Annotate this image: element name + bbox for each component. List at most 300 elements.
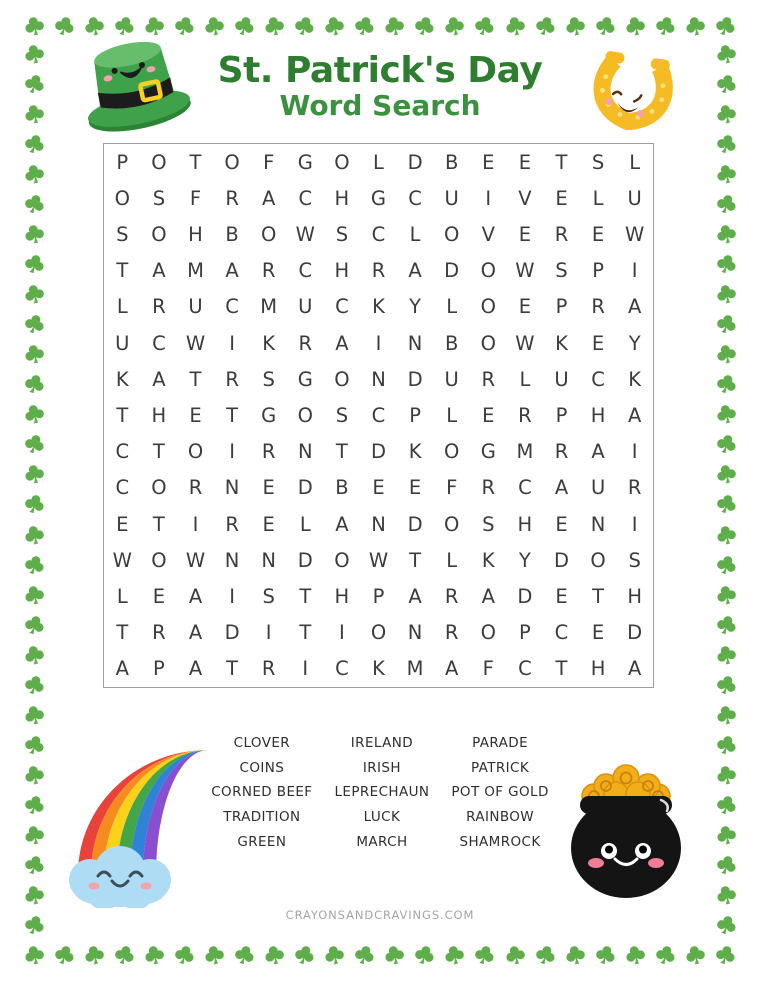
grid-cell: C	[152, 331, 166, 355]
shamrock-icon	[682, 13, 707, 38]
grid-cell: E	[555, 186, 568, 210]
shamrock-icon	[21, 222, 46, 247]
grid-cell: G	[480, 440, 496, 464]
grid-cell: T	[152, 440, 165, 464]
shamrock-icon	[562, 942, 587, 967]
grid-cell: S	[335, 222, 349, 246]
shamrock-icon	[21, 252, 47, 278]
grid-cell: A	[152, 259, 166, 283]
word-list-column	[203, 731, 320, 855]
grid-cell: B	[444, 150, 459, 174]
shamrock-icon	[22, 942, 47, 967]
word-search-grid	[103, 143, 654, 688]
shamrock-icon	[21, 132, 47, 158]
shamrock-icon	[262, 13, 287, 38]
shamrock-icon	[713, 222, 738, 247]
grid-cell: R	[481, 476, 496, 500]
grid-cell: B	[225, 222, 239, 246]
shamrock-icon	[713, 312, 739, 338]
grid-cell: W	[515, 259, 535, 283]
footer-site-credit: CRAYONSANDCRAVINGS.COM	[285, 908, 475, 922]
grid-cell: E	[482, 403, 495, 427]
grid-cell: A	[628, 657, 642, 681]
shamrock-icon	[713, 462, 738, 487]
grid-cell: L	[409, 222, 421, 246]
grid-cell: A	[152, 367, 166, 391]
border-left	[21, 44, 47, 936]
shamrock-icon	[21, 852, 47, 878]
grid-cell: R	[554, 440, 569, 464]
shamrock-icon	[202, 942, 227, 967]
grid-cell: E	[408, 476, 422, 500]
grid-cell: I	[485, 186, 492, 210]
grid-cell: I	[631, 259, 638, 283]
grid-cell: I	[229, 440, 235, 464]
grid-cell: N	[297, 440, 313, 464]
shamrock-icon	[472, 13, 498, 39]
horseshoe-icon	[580, 50, 684, 142]
grid-cell: L	[592, 186, 604, 210]
grid-cell: R	[188, 476, 203, 500]
grid-cell: D	[297, 476, 313, 500]
grid-cell: N	[407, 331, 423, 355]
grid-cell: K	[555, 331, 568, 355]
grid-cell: I	[192, 512, 199, 536]
grid-cell: A	[445, 657, 459, 681]
word-list-item: LUCK	[363, 809, 401, 826]
shamrock-icon	[713, 552, 739, 578]
grid-cell: D	[444, 259, 460, 283]
grid-cell: O	[480, 621, 496, 645]
shamrock-icon	[21, 402, 46, 427]
grid-cell: N	[407, 621, 423, 645]
grid-cell: T	[116, 259, 129, 283]
grid-cell: A	[481, 584, 495, 608]
shamrock-icon	[352, 13, 378, 39]
grid-cell: E	[189, 403, 202, 427]
grid-cell: Y	[518, 548, 531, 572]
grid-cell: L	[519, 367, 531, 391]
grid-cell: O	[480, 331, 496, 355]
grid-cell: U	[627, 186, 642, 210]
grid-cell: G	[297, 367, 313, 391]
grid-cell: T	[555, 150, 568, 174]
grid-cell: D	[627, 621, 643, 645]
grid-cell: C	[518, 657, 532, 681]
grid-cell: O	[261, 222, 277, 246]
grid-cell: T	[335, 440, 348, 464]
shamrock-icon	[713, 72, 739, 98]
grid-cell: S	[591, 150, 605, 174]
grid-cell: G	[297, 150, 313, 174]
grid-cell: C	[115, 476, 130, 500]
grid-cell: H	[151, 403, 167, 427]
grid-cell: R	[152, 621, 166, 645]
grid-cell: C	[115, 440, 130, 464]
grid-cell: R	[444, 584, 459, 608]
word-list-column	[326, 731, 437, 855]
shamrock-icon	[112, 942, 138, 968]
shamrock-icon	[82, 942, 107, 967]
shamrock-icon	[112, 13, 138, 39]
grid-cell: H	[590, 403, 606, 427]
shamrock-icon	[713, 282, 738, 307]
shamrock-icon	[352, 942, 378, 968]
shamrock-icon	[232, 942, 258, 968]
word-list-item: GREEN	[237, 833, 287, 850]
shamrock-icon	[412, 942, 438, 968]
grid-cell: M	[406, 657, 424, 681]
shamrock-icon	[472, 942, 498, 968]
shamrock-icon	[21, 282, 46, 307]
shamrock-icon	[172, 942, 198, 968]
word-list-item: CLOVER	[233, 735, 291, 751]
grid-cell: T	[299, 621, 312, 645]
shamrock-icon	[232, 13, 258, 39]
grid-cell: R	[481, 367, 496, 391]
grid-cell: T	[189, 367, 202, 391]
grid-cell: O	[114, 186, 130, 210]
grid-cell: R	[591, 295, 605, 319]
grid-cell: S	[116, 222, 129, 246]
word-list-item: LEPRECHAUN	[334, 784, 430, 801]
grid-cell: P	[372, 584, 385, 608]
grid-cell: E	[152, 584, 166, 608]
shamrock-icon	[21, 642, 46, 667]
grid-cell: K	[372, 295, 385, 319]
shamrock-icon	[21, 372, 47, 398]
grid-cell: W	[112, 548, 132, 572]
shamrock-icon	[292, 942, 318, 968]
pot-of-gold-icon	[560, 748, 692, 900]
shamrock-icon	[262, 942, 287, 967]
grid-cell: S	[628, 548, 641, 572]
grid-cell: R	[444, 621, 459, 645]
grid-cell: A	[628, 295, 642, 319]
grid-cell: P	[409, 403, 421, 427]
grid-cell: I	[631, 512, 638, 536]
shamrock-icon	[172, 13, 198, 39]
grid-cell: D	[407, 512, 423, 536]
shamrock-icon	[202, 13, 227, 38]
grid-cell: T	[189, 150, 202, 174]
grid-cell: M	[187, 259, 204, 283]
grid-cell: N	[371, 512, 386, 536]
shamrock-icon	[322, 942, 347, 967]
grid-cell: M	[260, 295, 278, 319]
shamrock-icon	[713, 492, 739, 518]
grid-cell: H	[517, 512, 533, 536]
grid-cell: R	[261, 440, 276, 464]
grid-cell: U	[554, 367, 569, 391]
shamrock-icon	[21, 432, 47, 458]
shamrock-icon	[713, 612, 739, 638]
grid-cell: O	[444, 222, 460, 246]
grid-cell: B	[444, 331, 459, 355]
grid-cell: O	[151, 548, 167, 572]
grid-cell: A	[591, 440, 605, 464]
grid-cell: W	[625, 222, 645, 246]
shamrock-icon	[21, 342, 46, 367]
shamrock-icon	[21, 42, 46, 67]
grid-cell: D	[407, 150, 423, 174]
grid-cell: O	[334, 548, 350, 572]
grid-cell: W	[185, 331, 206, 355]
grid-cell: T	[592, 584, 605, 608]
shamrock-icon	[21, 102, 46, 127]
grid-cell: O	[224, 150, 240, 174]
grid-cell: C	[554, 621, 569, 645]
grid-cell: H	[334, 259, 350, 283]
grid-cell: R	[518, 403, 532, 427]
grid-cell: E	[555, 584, 568, 608]
shamrock-icon	[21, 732, 47, 758]
grid-cell: H	[334, 186, 350, 210]
grid-cell: L	[116, 584, 128, 608]
shamrock-icon	[713, 402, 738, 427]
grid-cell: O	[444, 440, 460, 464]
grid-cell: R	[627, 476, 642, 500]
grid-cell: L	[446, 403, 458, 427]
word-list-item: CORNED BEEF	[211, 784, 313, 801]
grid-cell: K	[481, 548, 495, 572]
grid-cell: C	[371, 403, 386, 427]
shamrock-icon	[713, 672, 739, 698]
word-list-item: IRISH	[362, 759, 401, 776]
grid-cell: N	[261, 548, 276, 572]
word-list-item: PARADE	[472, 735, 529, 751]
grid-cell: P	[555, 403, 568, 427]
word-list	[203, 731, 557, 855]
grid-cell: E	[116, 512, 129, 536]
grid-cell: O	[187, 440, 204, 464]
grid-cell: D	[553, 548, 569, 572]
grid-cell: T	[299, 584, 312, 608]
grid-cell: G	[261, 403, 277, 427]
grid-cell: E	[591, 621, 605, 645]
shamrock-icon	[532, 13, 558, 39]
shamrock-icon	[713, 852, 739, 878]
grid-cell: F	[189, 186, 202, 210]
grid-cell: P	[555, 295, 568, 319]
shamrock-icon	[713, 582, 738, 607]
grid-cell: A	[115, 657, 129, 681]
grid-cell: T	[226, 403, 239, 427]
grid-cell: O	[370, 621, 387, 645]
grid-cell: L	[116, 295, 128, 319]
shamrock-icon	[713, 342, 738, 367]
grid-cell: A	[188, 584, 203, 608]
shamrock-icon	[412, 13, 438, 39]
grid-cell: H	[590, 657, 606, 681]
grid-cell: E	[518, 150, 532, 174]
shamrock-icon	[713, 132, 739, 158]
grid-cell: S	[262, 367, 275, 391]
shamrock-icon	[21, 612, 47, 638]
grid-cell: D	[370, 440, 386, 464]
grid-cell: H	[188, 222, 203, 246]
shamrock-icon	[713, 522, 738, 547]
grid-cell: I	[375, 331, 382, 355]
shamrock-icon	[21, 883, 46, 908]
grid-cell: R	[152, 295, 166, 319]
shamrock-icon	[21, 823, 46, 848]
grid-cell: C	[518, 476, 532, 500]
grid-cell: I	[229, 584, 235, 608]
grid-cell: O	[444, 512, 460, 536]
grid-cell: N	[590, 512, 606, 536]
shamrock-icon	[622, 942, 647, 967]
shamrock-icon	[21, 192, 47, 218]
shamrock-icon	[21, 582, 46, 607]
word-list-item: RAINBOW	[466, 809, 535, 826]
grid-cell: T	[116, 621, 129, 645]
grid-cell: U	[444, 186, 459, 210]
grid-cell: F	[446, 476, 458, 500]
word-list-item: COINS	[239, 759, 285, 776]
word-list-item: IRELAND	[350, 735, 414, 751]
shamrock-icon	[142, 942, 167, 967]
shamrock-icon	[21, 162, 46, 187]
grid-cell: T	[152, 512, 165, 536]
grid-cell: C	[335, 657, 349, 681]
grid-cell: I	[302, 657, 309, 681]
grid-cell: K	[115, 367, 129, 391]
shamrock-icon	[713, 432, 739, 458]
grid-cell: R	[371, 259, 386, 283]
shamrock-icon	[713, 42, 738, 67]
shamrock-icon	[382, 13, 407, 38]
grid-cell: I	[339, 621, 345, 645]
grid-cell: T	[555, 657, 568, 681]
grid-cell: W	[295, 222, 315, 246]
grid-cell: A	[554, 476, 569, 500]
grid-cell: U	[590, 476, 606, 500]
grid-cell: A	[628, 403, 642, 427]
grid-cell: H	[627, 584, 643, 608]
shamrock-icon	[713, 702, 738, 727]
grid-cell: B	[335, 476, 349, 500]
grid-cell: A	[188, 621, 203, 645]
grid-cell: O	[334, 150, 350, 174]
shamrock-icon	[21, 492, 47, 518]
grid-cell: L	[446, 295, 458, 319]
grid-cell: D	[297, 548, 313, 572]
grid-cell: A	[408, 259, 422, 283]
shamrock-icon	[142, 13, 167, 38]
shamrock-icon	[502, 942, 527, 967]
shamrock-icon	[502, 13, 527, 38]
grid-cell: S	[152, 186, 166, 210]
page-subtitle: Word Search	[279, 89, 481, 123]
shamrock-icon	[713, 642, 738, 667]
grid-cell: T	[409, 548, 422, 572]
grid-cell: Y	[409, 295, 422, 319]
shamrock-icon	[713, 192, 739, 218]
grid-cell: R	[225, 367, 239, 391]
grid-cell: R	[261, 657, 276, 681]
grid-cell: A	[225, 259, 239, 283]
grid-cell: R	[554, 222, 569, 246]
page-title: St. Patrick's Day	[217, 50, 543, 91]
grid-cell: Y	[628, 331, 641, 355]
grid-cell: E	[591, 222, 605, 246]
shamrock-icon	[22, 13, 47, 38]
shamrock-icon	[713, 823, 738, 848]
grid-cell: N	[224, 548, 240, 572]
grid-cell: U	[298, 295, 313, 319]
shamrock-icon	[442, 13, 467, 38]
grid-cell: C	[225, 295, 239, 319]
shamrock-icon	[532, 942, 558, 968]
grid-cell: L	[446, 548, 458, 572]
grid-cell: E	[372, 476, 385, 500]
shamrock-icon	[21, 702, 46, 727]
grid-cell: T	[226, 657, 239, 681]
grid-cell: I	[631, 440, 638, 464]
grid-cell: W	[185, 548, 206, 572]
grid-cell: V	[518, 186, 532, 210]
word-list-item: TRADITION	[223, 809, 301, 826]
shamrock-icon	[82, 13, 107, 38]
shamrock-icon	[622, 13, 647, 38]
grid-cell: W	[515, 331, 535, 355]
grid-cell: P	[153, 657, 165, 681]
shamrock-icon	[442, 942, 467, 967]
grid-cell: E	[518, 295, 532, 319]
grid-cell: E	[262, 476, 275, 500]
shamrock-icon	[562, 13, 587, 38]
shamrock-icon	[21, 312, 47, 338]
grid-cell: S	[262, 584, 275, 608]
grid-cell: E	[262, 512, 275, 536]
grid-cell: U	[444, 367, 459, 391]
grid-cell: S	[482, 512, 495, 536]
grid-cell: E	[482, 150, 495, 174]
shamrock-icon	[292, 13, 318, 39]
grid-cell: O	[480, 295, 496, 319]
grid-cell: S	[555, 259, 568, 283]
grid-cell: C	[591, 367, 605, 391]
grid-cell: K	[262, 331, 276, 355]
grid-cell: W	[368, 548, 389, 572]
shamrock-icon	[652, 13, 678, 39]
grid-cell: D	[517, 584, 533, 608]
shamrock-icon	[652, 942, 678, 968]
shamrock-icon	[713, 883, 738, 908]
grid-cell: N	[371, 367, 386, 391]
grid-cell: S	[335, 403, 349, 427]
grid-cell: P	[116, 150, 129, 174]
shamrock-icon	[21, 462, 46, 487]
border-bottom	[24, 942, 736, 968]
grid-cell: I	[265, 621, 272, 645]
border-top	[24, 13, 736, 39]
shamrock-icon	[712, 942, 738, 968]
grid-cell: I	[229, 331, 235, 355]
grid-cell: O	[151, 222, 167, 246]
shamrock-icon	[21, 72, 47, 98]
shamrock-icon	[52, 942, 78, 968]
grid-cell: A	[408, 584, 422, 608]
grid-cell: E	[555, 512, 568, 536]
grid-cell: L	[299, 512, 311, 536]
grid-cell: O	[151, 150, 167, 174]
grid-cell: A	[335, 512, 349, 536]
grid-cell: R	[225, 186, 239, 210]
grid-cell: K	[372, 657, 385, 681]
grid-cell: F	[482, 657, 494, 681]
